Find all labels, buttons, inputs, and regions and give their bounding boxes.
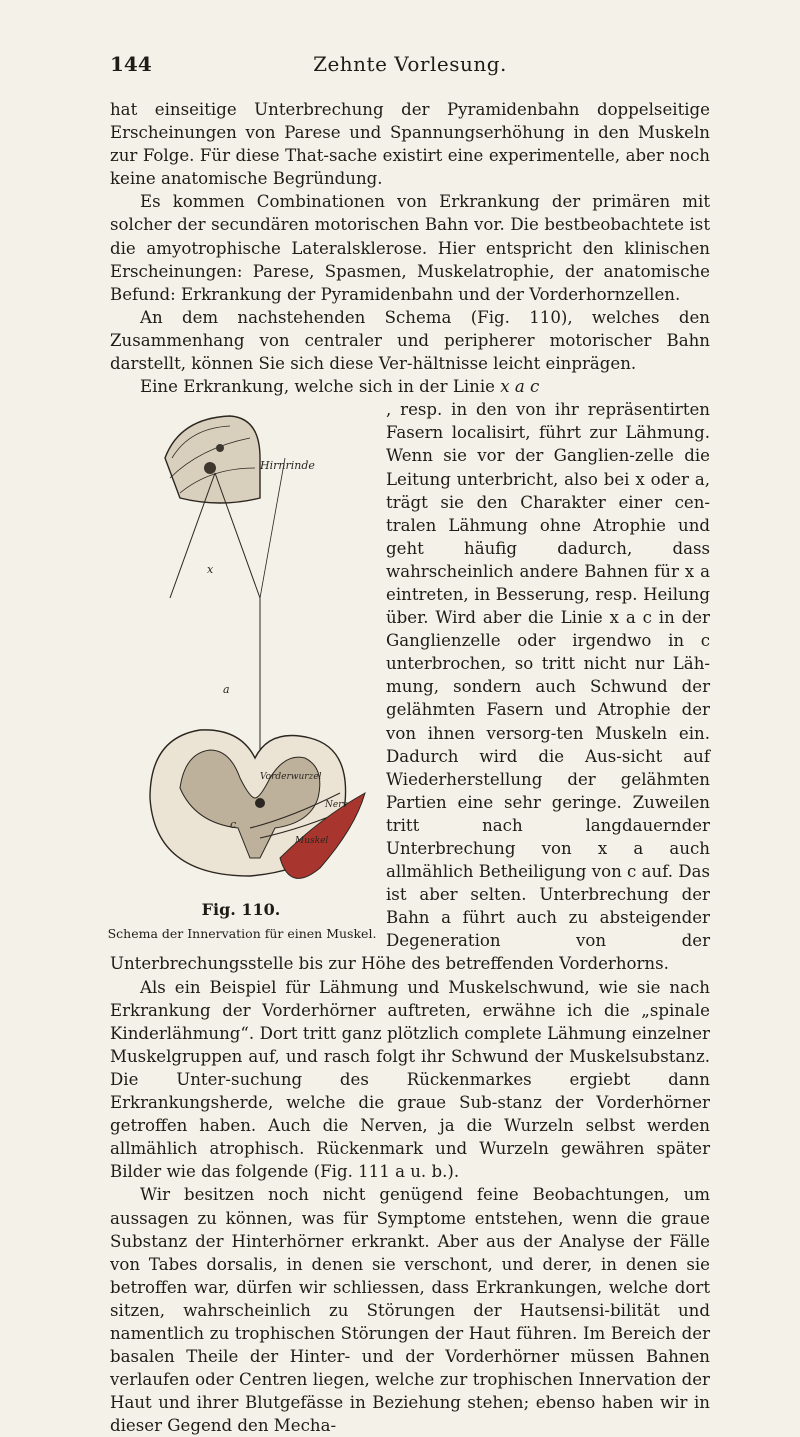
page-header bbox=[110, 52, 710, 82]
paragraph-2: Es kommen Combinationen von Erkrankung der primären mit solcher der secundären motorischen Bahn vor. Die bestbeobachtete ist die amyotrophische Lateralsklerose. Hier entspricht den klinischen Erscheinungen: Parese, Spasmen, Muskelatrophie, der anatomische Befund: Erkrankung der Pyramidenbahn und der Vorderhornzellen. bbox=[110, 192, 710, 304]
label-a: a bbox=[223, 683, 230, 697]
figure-110 bbox=[107, 398, 377, 952]
paragraph-4 bbox=[110, 375, 710, 398]
paragraph-3: An dem nachstehenden Schema (Fig. 110), welches den Zusammenhang von centraler und peripherer motorischer Bahn darstellt, können Sie sich diese Ver-hältnisse leicht einprägen. bbox=[110, 307, 710, 374]
body-text bbox=[107, 98, 710, 1437]
label-hirnrinde: Hirnrinde bbox=[260, 459, 315, 473]
label-c: c bbox=[230, 818, 237, 832]
paragraph-4-continued: , resp. in den von ihr repräsentirten Fasern localisirt, führt zur Lähmung. Wenn sie vor der Ganglien-zelle die Leitung unterbricht, also bei x oder a, trägt sie den Charakter einer cen-tralen Lähmung ohne Atrophie und geht häufig dadurch, dass wahrscheinlich andere Bahnen für x a eintreten, in Besserung, resp. Heilung über. Wird aber die Linie x a c in der Ganglienzelle oder irgendwo in c unterbrochen, so tritt nicht nur Läh-mung, sondern auch Schwund der gelähmten Fasern und Atrophie der von ihnen versorg-ten Muskeln ein. Dadurch wird die Aus-sicht auf Wiederherstellung der gelähmten Partien eine sehr geringe. Zuweilen tritt nach langdauernder Unterbrechung von x a auch allmählich Betheiligung von c auf. Das ist aber selten. Unterbrechung der Bahn a führt auch zu absteigender Degeneration von der Unterbrechungsstelle bis zur Höhe des betreffenden Vorderhorns. bbox=[110, 400, 710, 974]
innervation-schema-illustration bbox=[110, 398, 372, 898]
label-vorderwurzel: Vorderwurzel bbox=[260, 772, 322, 783]
paragraph-5: Als ein Beispiel für Lähmung und Muskelschwund, wie sie nach Erkrankung der Vorderhörner auftreten, erwähne ich die „spinale Kinderlähmung“. Dort tritt ganz plötzlich complete Lähmung einzelner Muskelgruppen auf, und rasch folgt ihr Schwund der Muskelsubstanz. Die Unter-suchung des Rückenmarkes ergiebt dann Erkrankungsherde, welche die graue Sub-stanz der Vorderhörner getroffen haben. Auch die Nerven, ja die Wurzeln selbst werden allmählich atrophisch. Rückenmark und Wurzeln gewähren später Bilder wie das folgende (Fig. 111 a u. b.). bbox=[110, 977, 710, 1182]
figure-label: Fig. 110. bbox=[201, 900, 281, 920]
running-title: Zehnte Vorlesung. bbox=[313, 52, 507, 76]
paragraph-6: Wir besitzen noch nicht genügend feine Beobachtungen, um aussagen zu können, was für Symptome entstehen, wenn die graue Substanz der Hinterhörner erkrankt. Aber aus der Analyse der Fälle von Tabes dorsalis, in denen sie verschont, und derer, in denen sie betroffen war, dürfen wir schliessen, dass Erkrankungen, welche dort sitzen, wahrscheinlich zu Störungen der Hautsensi-bilität und namentlich zu trophischen Störungen der Haut führen. Im Bereich der basalen Theile der Hinter- und der Vorderhörner müssen Bahnen verlaufen oder Centren liegen, welche zur trophischen Innervation der Haut und ihrer Blutgefässe in Beziehung stehen; ebenso haben wir in dieser Gegend den Mecha- bbox=[110, 1185, 710, 1436]
label-muskel: Muskel bbox=[295, 836, 329, 847]
paragraph-1: hat einseitige Unterbrechung der Pyramidenbahn doppelseitige Erscheinungen von Parese und Spannungserhöhung in den Muskeln zur Folge. Für diese That-sache existirt eine experimentelle, aber noch keine anatomische Begründung. bbox=[110, 100, 710, 189]
paragraph-4-formula: x a c bbox=[500, 377, 540, 397]
paragraph-4-start: Eine Erkrankung, welche sich in der Linie bbox=[140, 377, 495, 397]
figure-caption: Schema der Innervation für einen Muskel. bbox=[107, 926, 377, 942]
cortex-shape bbox=[165, 416, 260, 503]
page-number: 144 bbox=[110, 52, 152, 76]
label-nerv: Nerv bbox=[325, 800, 348, 811]
label-x: x bbox=[207, 563, 214, 577]
